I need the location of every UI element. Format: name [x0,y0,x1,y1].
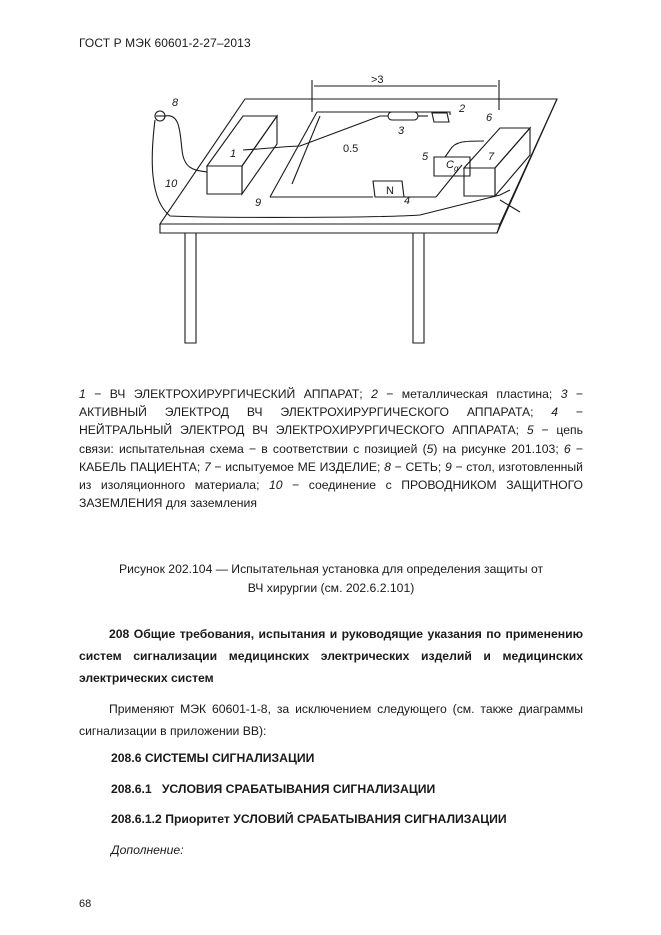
label-cg-sub: g [454,164,459,173]
section-208-title: 208 Общие требования, испытания и руководящие указания по применению систем сигнализации медицинских электрических изделий и медицинских электрических систем [79,627,583,685]
label-8: 8 [172,97,179,109]
heading-208-6-1-2: 208.6.1.2 Приоритет УСЛОВИЙ СРАБАТЫВАНИЯ СИГНАЛИЗАЦИИ [111,812,507,826]
legend-text: − СЕТЬ; [390,459,445,474]
test-setup-figure [140,70,570,360]
label-2: 2 [459,103,466,115]
legend-num: 8 [384,459,391,474]
caption-line-2: ВЧ хирургии (см. 202.6.2.101) [247,580,415,595]
legend-num: 7 [203,459,211,474]
device-7 [464,168,495,196]
label-3: 3 [398,125,405,137]
legend-text: − металлическая пластина; [377,387,561,401]
label-05: 0.5 [343,143,359,155]
heading-208-6: 208.6 СИСТЕМЫ СИГНАЛИЗАЦИИ [111,751,315,765]
table-leg-right [413,233,424,343]
label-cg: C [446,159,454,171]
label-7: 7 [488,151,495,163]
legend-text: − АКТИВНЫЙ ЭЛЕКТРОД ВЧ ЭЛЕКТРОХИРУРГИЧЕСКОГО АППАРАТА; [79,387,583,420]
table-leg-left [185,233,196,343]
table-top [160,99,557,224]
page-number: 68 [79,898,92,910]
paragraph-apply: Применяют МЭК 60601-1-8, за исключением следующего (см. также диаграммы сигнализации в приложении ВВ): [79,702,583,738]
loop-rectangle [317,112,450,115]
legend-num: 1 [79,387,86,401]
label-5: 5 [422,151,429,163]
label-N: N [386,185,394,197]
legend-num: 9 [444,459,452,474]
label-4: 4 [404,195,411,207]
label-1: 1 [230,148,237,160]
legend-text: − соединение с ПРОВОДНИКОМ ЗАЩИТНОГО ЗАЗЕМЛЕНИЯ для заземления [79,478,583,511]
legend-num: 4 [551,405,559,420]
label-10: 10 [165,178,178,190]
figure-legend [79,385,583,512]
legend-num: 5 [526,423,534,438]
legend-text: − КАБЕЛЬ ПАЦИЕНТА; [79,441,583,474]
figure-caption [79,560,583,597]
legend-num: 5 [426,441,434,456]
legend-text: − испытуемое МЕ ИЗДЕЛИЕ; [210,459,385,474]
heading-208-6-1: 208.6.1 УСЛОВИЯ СРАБАТЫВАНИЯ СИГНАЛИЗАЦИИ [111,782,436,796]
legend-num: 3 [560,387,568,401]
label-9: 9 [255,197,262,209]
device-1 [207,166,242,194]
label-gt3: >3 [371,74,384,86]
document-header: ГОСТ Р МЭК 60601-2-27–2013 [79,36,251,50]
metal-plate-2 [432,113,449,122]
legend-text: − ВЧ ЭЛЕКТРОХИРУРГИЧЕСКИЙ АППАРАТ; [85,387,372,401]
table-edge [160,224,500,233]
legend-text: − стол, изготовленный из изоляционного материала; [79,459,583,493]
legend-text: − НЕЙТРАЛЬНЫЙ ЭЛЕКТРОД ВЧ ЭЛЕКТРОХИРУРГИЧЕСКОГО АППАРАТА; [79,405,583,438]
caption-line-1: Рисунок 202.104 — Испытательная установка для определения защиты от [118,562,544,576]
legend-num: 10 [269,478,283,493]
legend-text: ) на рисунке 201.103; [433,441,564,456]
legend-text: − цепь связи: испытательная схема − в соответствии с позицией ( [79,423,583,456]
active-electrode-3 [388,112,418,120]
addendum-label: Дополнение: [111,843,184,857]
legend-num: 6 [563,441,571,456]
legend-num: 2 [371,387,378,401]
label-6: 6 [486,112,493,124]
